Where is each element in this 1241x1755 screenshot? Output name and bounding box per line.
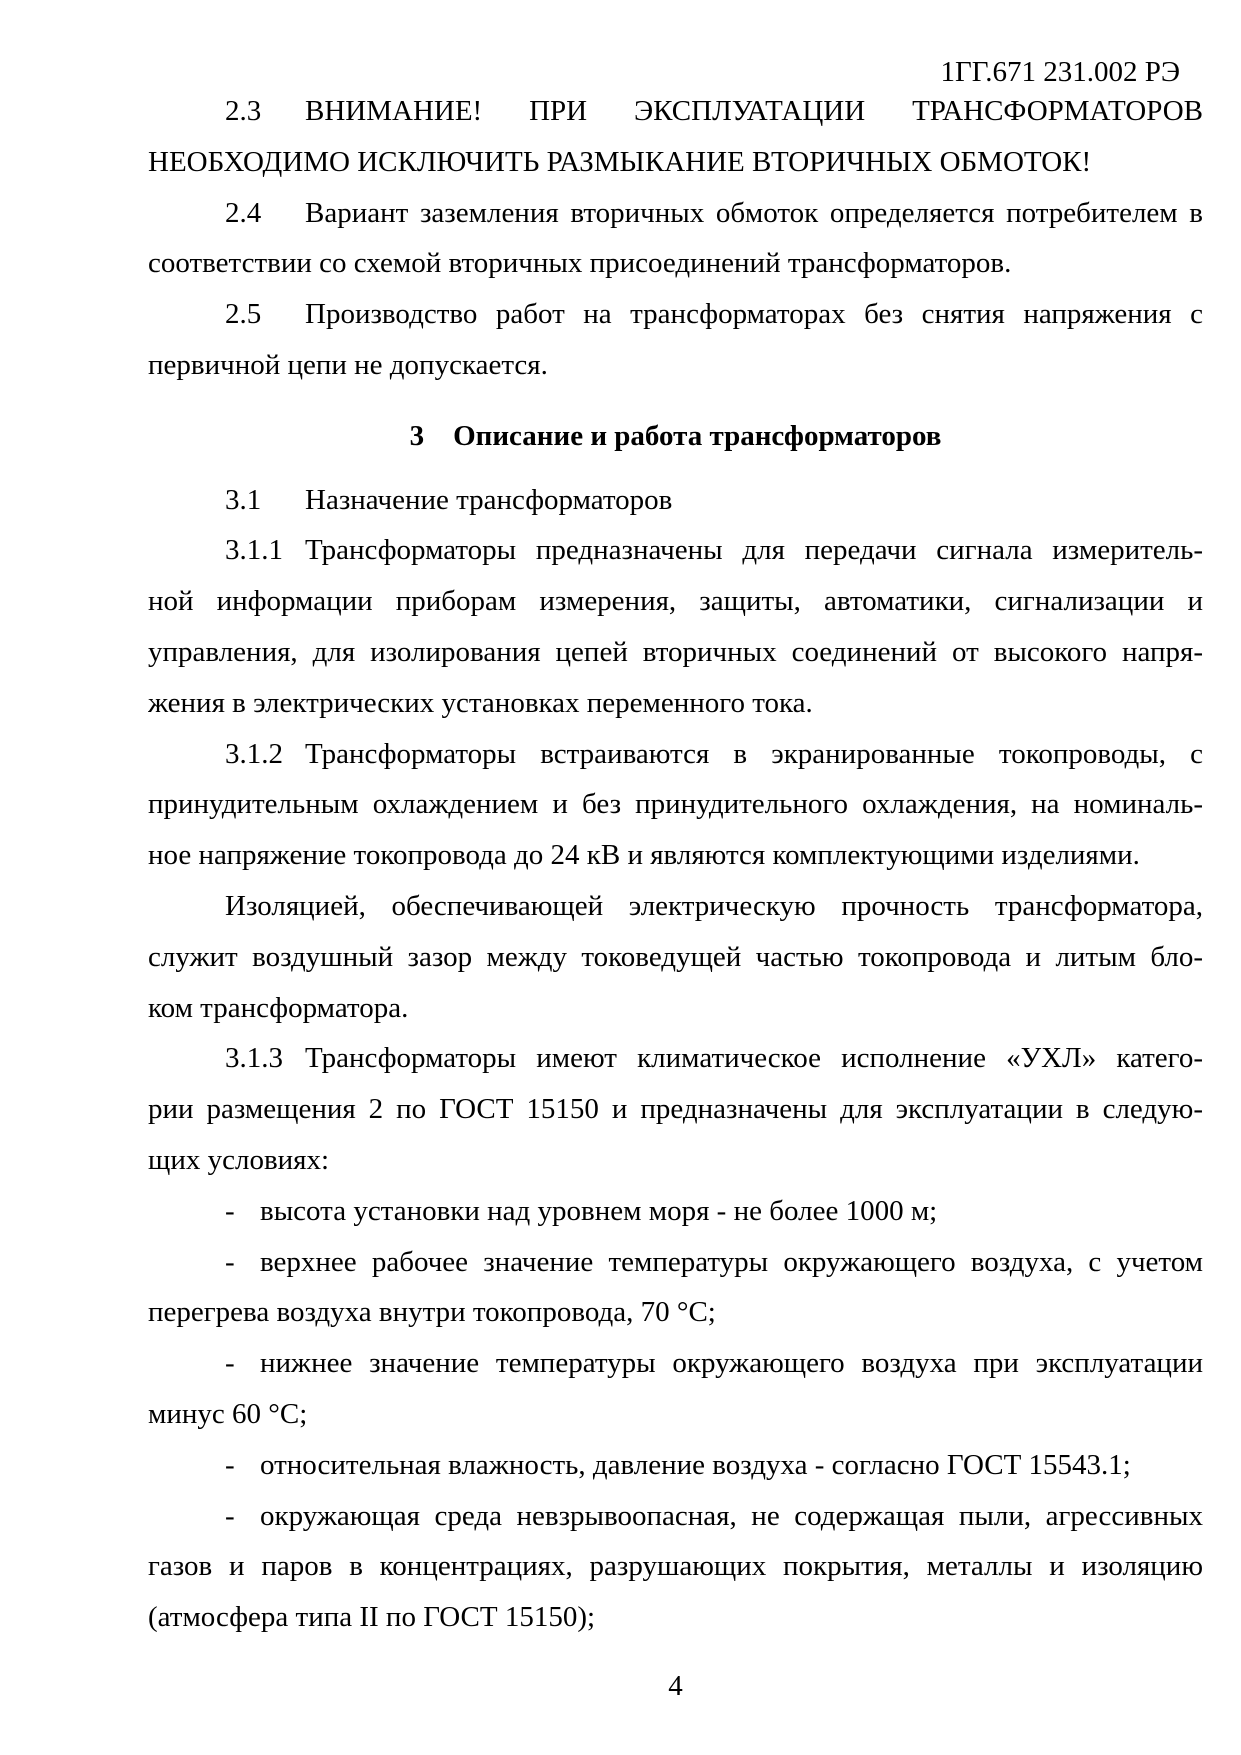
text-line: жения в электрических установках переменного тока. [148,686,813,719]
paragraph-number: 3.1.2 [225,737,283,770]
list-item-line: - высота установки над уровнем моря - не более 1000 м; [148,1186,1203,1237]
list-item-line: - верхнее рабочее значение температуры окружающего воздуха, с учетом [148,1237,1203,1288]
paragraph-number: 2.5 [225,298,262,331]
paragraph-first-line: 3.1 Назначение трансформаторов [148,475,1203,526]
text-line: управления, для изолирования цепей вторичных соединений от высокого напря- [148,635,1203,668]
list-dash: - [225,1194,235,1227]
paragraph-number: 2.4 [225,196,262,229]
text-line: (атмосфера типа II по ГОСТ 15150); [148,1601,596,1634]
page-number: 4 [668,1670,683,1702]
paragraph-number: 2.3 [225,95,262,127]
list-item-line: - относительная влажность, давление воздуха - согласно ГОСТ 15543.1; [148,1440,1203,1491]
paragraph-first-line: 2.3 ВНИМАНИЕ! ПРИ ЭКСПЛУАТАЦИИ ТРАНСФОРМАТОРОВ [148,86,1203,137]
paragraph-first-line: 3.1.2 Трансформаторы встраиваются в экранированные токопроводы, с [148,729,1203,780]
text-line: принудительным охлаждением и без принудительного охлаждения, на номиналь- [148,788,1203,821]
paragraph-first-line: 3.1.3 Трансформаторы имеют климатическое исполнение «УХЛ» катего- [148,1033,1203,1084]
text-line: перегрева воздуха внутри токопровода, 70 °С; [148,1296,716,1329]
list-dash: - [225,1347,235,1380]
list-dash: - [225,1448,235,1481]
paragraph-first-line: 2.4 Вариант заземления вторичных обмоток определяется потребителем в [148,188,1203,239]
text-line: НЕОБХОДИМО ИСКЛЮЧИТЬ РАЗМЫКАНИЕ ВТОРИЧНЫХ ОБМОТОК! [148,145,1092,178]
text-line: соответствии со схемой вторичных присоединений трансформаторов. [148,247,1012,280]
list-item-line: - нижнее значение температуры окружающего воздуха при эксплуатации [148,1338,1203,1389]
paragraph-number: 3.1.3 [225,1042,283,1075]
text-line: ком трансформатора. [148,991,409,1024]
text-line: щих условиях: [148,1143,330,1176]
paragraph-first-line: 2.5 Производство работ на трансформаторах без снятия напряжения с [148,289,1203,340]
list-dash: - [225,1499,235,1532]
text-line: газов и паров в концентрациях, разрушающих покрытия, металлы и изоляцию [148,1550,1203,1583]
paragraph-number: 3.1.1 [225,534,283,567]
section-heading: 3 Описание и работа трансформаторов [409,419,942,452]
text-line: рии размещения 2 по ГОСТ 15150 и предназначены для эксплуатации в следую- [148,1093,1203,1126]
paragraph-number: 3.1 [225,483,262,516]
list-dash: - [225,1245,235,1278]
text-line: служит воздушный зазор между токоведущей частью токопровода и литым бло- [148,940,1203,973]
text-line: первичной цепи не допускается. [148,348,548,381]
text-column [148,86,1203,1643]
text-line: Изоляцией, обеспечивающей электрическую прочность трансформатора, [225,889,1203,922]
text-line: минус 60 °С; [148,1397,308,1430]
list-item-line: - окружающая среда невзрывоопасная, не содержащая пыли, агрессивных [148,1491,1203,1542]
paragraph-first-line: 3.1.1 Трансформаторы предназначены для передачи сигнала измеритель- [148,525,1203,576]
text-line: ное напряжение токопровода до 24 кВ и являются комплектующими изделиями. [148,839,1140,872]
text-line: ной информации приборам измерения, защиты, автоматики, сигнализации и [148,585,1203,618]
document-code-header: 1ГГ.671 231.002 РЭ [940,56,1180,88]
